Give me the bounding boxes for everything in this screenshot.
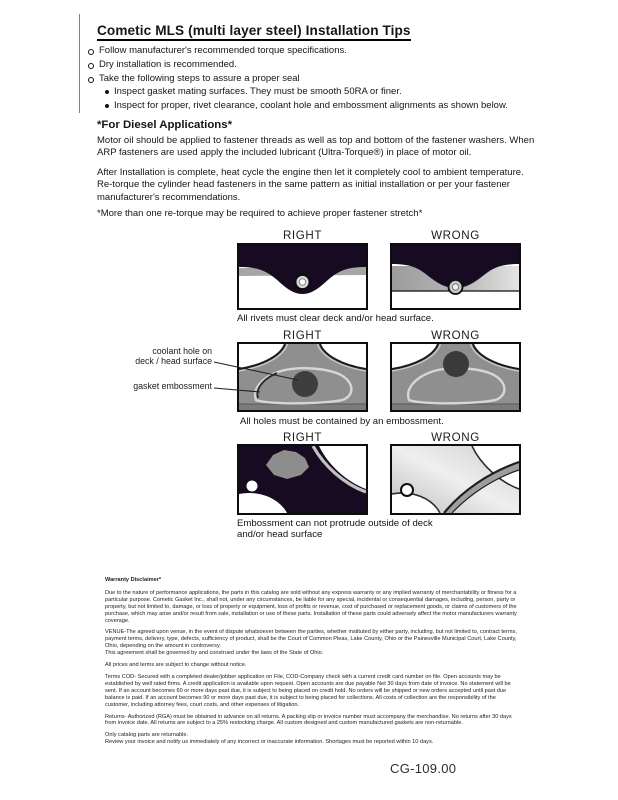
tip-text: Inspect for proper, rivet clearance, coolant hole and embossment alignments as shown below.	[114, 100, 508, 112]
diagram-protrusion-wrong	[390, 444, 521, 515]
hollow-bullet-icon	[88, 77, 94, 83]
hole-wrong-illustration	[392, 344, 519, 410]
tip-text: Follow manufacturer's recommended torque specifications.	[99, 45, 347, 56]
diesel-paragraph-2: After Installation is complete, heat cycle the engine then let it completely cool to ambient temperature. Re-torque the cylinder head fasteners in the same pattern as initial installation or per your fastener manufacturer's recommendations.	[97, 167, 524, 203]
diagram-rivet-wrong	[390, 243, 521, 310]
legal-paragraph: VENUE-The agreed upon venue, in the event of dispute whatsoever between the parties, whether instituted by either party, including, but not limited to, contract terms, payment terms, delivery, type, defects, sufficiency of product, shall be the Court of Common Pleas, Lake County, Ohio or the Painesville Municipal Court, Lake County, Ohio, depending on the amount in controversy.	[105, 629, 517, 650]
row2-right-label: RIGHT	[282, 329, 323, 342]
coolant-hole-label: coolant hole on deck / head surface	[135, 346, 212, 367]
protrusion-wrong-illustration	[392, 446, 519, 513]
row1-right-label: RIGHT	[282, 229, 323, 242]
installation-tips-list	[88, 44, 533, 113]
row3-right-label: RIGHT	[282, 431, 323, 444]
retorque-note: *More than one re-torque may be required to achieve proper fastener stretch*	[97, 208, 423, 219]
scan-artifact-line	[79, 14, 80, 113]
row2-caption: All holes must be contained by an embossment.	[240, 416, 444, 427]
page-title: Cometic MLS (multi layer steel) Installation Tips	[97, 23, 411, 41]
hollow-bullet-icon	[88, 63, 94, 69]
row1-caption: All rivets must clear deck and/or head surface.	[237, 313, 434, 324]
diesel-paragraph-1: Motor oil should be applied to fastener threads as well as top and bottom of the fastener washers. When ARP fasteners are used apply the included lubricant (Ultra-Torque®) in place of motor oil.	[97, 135, 535, 159]
tip-text: Dry installation is recommended.	[99, 58, 237, 70]
row1-wrong-label: WRONG	[431, 229, 480, 242]
tip-text: Take the following steps to assure a proper seal	[99, 72, 300, 84]
legal-paragraph: Returns- Authorized (RGA) must be obtained in advance on all returns. A packing slip or invoice number must accompany the merchandise. No returns after 30 days from invoice date. All returns are subject to a 25% restocking charge. All custom designed and custom manufactured gaskets are non-returnable.	[105, 713, 512, 727]
list-item	[88, 58, 533, 72]
legal-paragraph: Terms COD- Secured with a completed dealer/jobber application on File, COD-Company check with a current credit card number on file. Open accounts may be established by well rated firms. A credit application is available upon request. Open accounts are due payable Net 30 days from date of invoice. No statement will be sent. If an account becomes 60 or more days past due, it is subject to being placed on credit hold. No orders will be shipped or new orders accepted until past due balance is paid. If an account becomes 90 or more days past due, it is subject to being placed for collections. All costs of collection are the responsibility of the customer, including attorney fees, court costs, and other expenses of litigation.	[105, 673, 511, 708]
list-item	[88, 72, 533, 86]
diagram-protrusion-right	[237, 444, 368, 515]
tip-text: Inspect gasket mating surfaces. They must be smooth 50RA or finer.	[114, 86, 402, 98]
legal-paragraph: This agreement shall be governed by and construed under the laws of the State of Ohio.	[105, 650, 324, 657]
leader-lines	[205, 340, 315, 400]
gasket-embossment-label: gasket embossment	[133, 381, 212, 391]
row3-wrong-label: WRONG	[431, 431, 480, 444]
warranty-disclaimer-heading: Warranty Disclaimer*	[105, 577, 162, 583]
rivet-right-illustration	[239, 245, 366, 308]
rivet-wrong-illustration	[392, 245, 519, 308]
list-item	[105, 85, 533, 99]
row3-caption: Embossment can not protrude outside of deck and/or head surface	[237, 518, 433, 541]
legal-paragraph: Review your invoice and notify us immediately of any incorrect or inaccurate information. Shortages must be reported within 10 days.	[105, 739, 434, 746]
diagram-hole-wrong	[390, 342, 521, 412]
legal-paragraph: Only catalog parts are returnable.	[105, 732, 189, 739]
bullet-icon	[105, 90, 109, 94]
document-code: CG-109.00	[390, 761, 457, 776]
row2-wrong-label: WRONG	[431, 329, 480, 342]
list-item	[105, 99, 533, 113]
list-item	[88, 44, 533, 58]
protrusion-right-illustration	[239, 446, 366, 513]
diagram-rivet-right	[237, 243, 368, 310]
diesel-section-heading: *For Diesel Applications*	[97, 119, 233, 131]
legal-paragraph: Due to the nature of performance applications, the parts in this catalog are sold without any express warranty or any implied warranty of merchantability or fitness for a particular purpose. Cometic Gasket Inc., shall not, under any circumstances, be liable for any special, incidental or consequential damages, including, person, party or property, but not limited to, damage, or loss of property or equipment, loss of profits or revenue, cost of purchased or replacement goods, or claims of customers of the purchase, which may arise and/or result from sale, installation or use of these parts. Installation of these parts could adversely affect the motor manufacturers warranty coverage.	[105, 589, 517, 624]
legal-paragraph: All prices and terms are subject to change without notice.	[105, 662, 247, 669]
bullet-icon	[105, 104, 109, 108]
hollow-bullet-icon	[88, 49, 94, 55]
legal-section	[105, 577, 517, 751]
